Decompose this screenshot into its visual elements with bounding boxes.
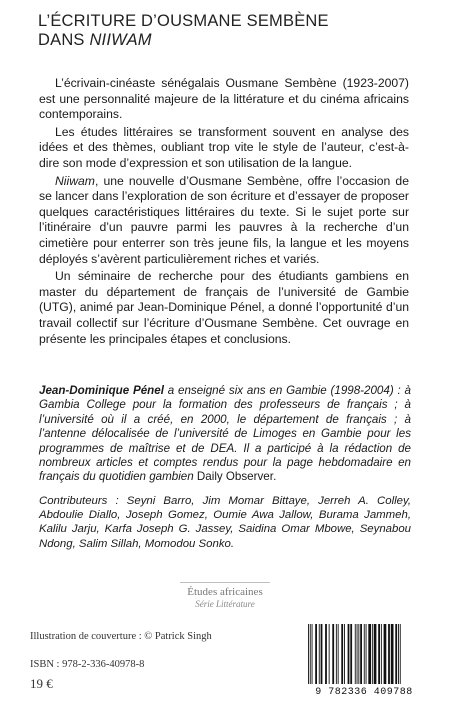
barcode-bar — [391, 624, 394, 684]
summary-paragraph-3 — [39, 174, 409, 268]
barcode-bar — [381, 624, 382, 684]
author-bio-end: . — [273, 470, 277, 484]
summary-text — [39, 76, 409, 349]
barcode — [304, 624, 424, 698]
series-block — [0, 582, 450, 610]
barcode-bar — [338, 624, 339, 684]
title-line-2-prefix: DANS — [38, 31, 90, 49]
barcode-bar — [364, 624, 365, 684]
author-bio — [39, 384, 411, 485]
summary-paragraph-2: Les études littéraires se transforment souvent en analyse des idées et des thèmes, oubliant trop vite le style de l’auteur, c’est-à-dire son mode d’expression et son utilisation de la langue. — [39, 124, 409, 170]
series-subseries: Série Littérature — [195, 599, 255, 609]
barcode-bar — [395, 624, 397, 684]
summary-paragraph-4: Un séminaire de recherche pour des étudiants gambiens en master du département de français de l’université de Gambie (UTG), animé par Jean-Dominique Pénel, a donné l’opportunité d’un travail collectif sur l’écriture d’Ousmane Sembène. Cet ouvrage en présente les principales étapes et conclusions. — [39, 269, 409, 346]
barcode-bar — [400, 624, 401, 684]
barcode-bar — [355, 624, 356, 684]
contributors-list: Contributeurs : Seyni Barro, Jim Momar Bittaye, Jerreh A. Colley, Abdoulie Diallo, Joseph Gomez, Oumie Awa Jallow, Burama Jammeh, Kalilu Jarju, Karfa Joseph G. Jassey, Saidina Omar Mbowe, Seynabou Ndong, Salim Sillah, Momodou Sonko. — [39, 495, 411, 550]
barcode-bar — [315, 624, 317, 684]
author-name: Jean-Dominique Pénel — [39, 384, 164, 397]
barcode-bar — [398, 624, 399, 684]
barcode-bar — [336, 624, 337, 684]
title-line-2-italic: NIIWAM — [89, 31, 152, 49]
barcode-bar — [319, 624, 320, 684]
barcode-bar — [310, 624, 311, 684]
barcode-bar — [321, 624, 323, 684]
series-name: Études africaines — [187, 586, 263, 598]
summary-paragraph-3-text: , une nouvelle d’Ousmane Sembène, offre l’occasion de se lancer dans l’exploration de son écriture et d’essayer de proposer quelques caractéristiques littéraires du texte. Si le sujet porte sur l’itinéraire d’un pauvre parmi les pauvres à la recherche d’un cimetière pour enterrer son très jeune fils, la langue et les moyens déployés s’avèrent particulièrement riches et variés. — [39, 173, 409, 266]
barcode-bar — [325, 624, 327, 684]
barcode-bar — [341, 624, 343, 684]
summary-paragraph-3-title: Niiwam — [55, 173, 95, 188]
barcode-bar — [372, 624, 373, 684]
barcode-bar — [378, 624, 380, 684]
newspaper-name: Daily Observer — [196, 470, 274, 484]
barcode-bar — [358, 624, 359, 684]
barcode-bar — [332, 624, 334, 684]
book-title — [38, 12, 418, 50]
barcode-bar — [329, 624, 330, 684]
barcode-bar — [366, 624, 367, 684]
barcode-bar — [348, 624, 350, 684]
barcode-bar — [308, 624, 309, 684]
summary-paragraph-1: L’écrivain-cinéaste sénégalais Ousmane Sembène (1923-2007) est une personnalité majeure de la littérature et du cinéma africains contemporains. — [39, 76, 409, 122]
isbn: ISBN : 978-2-336-40978-8 — [30, 659, 145, 670]
barcode-bar — [384, 624, 387, 684]
author-bio-text: a enseigné six ans en Gambie (1998-2004) : à Gambia College pour la formation des professeurs de français ; à l’université où il a créé, en 2000, le département de français ; à l’antenne délocalisée de l’université de Limoges en Gambie pour les programmes de maîtrise et de DEA. Il a participé à la rédaction de nombreux articles et comptes rendus pour la page hebdomadaire en français du quotidien gambien — [39, 384, 411, 484]
barcode-bar — [312, 624, 313, 684]
barcode-number: 9 782336 409788 — [315, 687, 413, 698]
barcode-bar — [374, 624, 377, 684]
barcode-bar — [350, 624, 352, 684]
barcode-icon — [304, 624, 424, 686]
barcode-bar — [388, 624, 390, 684]
title-line-1: L’ÉCRITURE D’OUSMANE SEMBÈNE — [38, 12, 329, 30]
series-divider — [180, 582, 270, 583]
barcode-bar — [360, 624, 362, 684]
barcode-bar — [368, 624, 371, 684]
barcode-bar — [344, 624, 345, 684]
illustration-credit: Illustration de couverture : © Patrick Singh — [30, 631, 212, 642]
price: 19 € — [30, 676, 53, 691]
barcode-bar — [357, 624, 358, 684]
